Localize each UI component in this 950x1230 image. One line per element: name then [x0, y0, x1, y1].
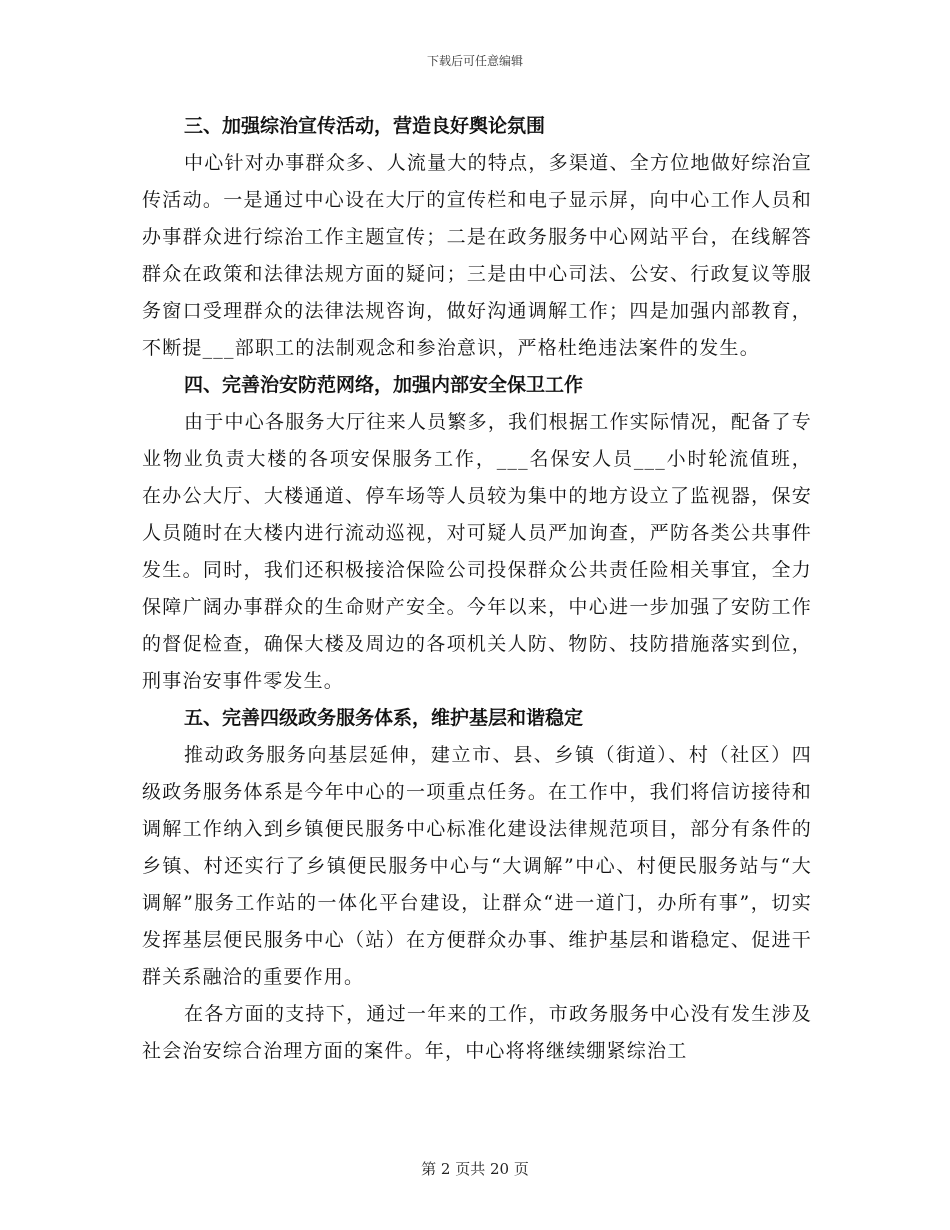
paragraph: 推动政务服务向基层延伸，建立市、县、乡镇（街道）、村（社区）四级政务服务体系是今年中心的一项重点任务。在工作中，我们将信访接待和调解工作纳入到乡镇便民服务中心标准化建设法律规范项目，部分有条件的乡镇、村还实行了乡镇便民服务中心与“大调解”中心、村便民服务站与“大调解”服务工作站的一体化平台建设，让群众“进一道门，办所有事”，切实发挥基层便民服务中心（站）在方便群众办事、维护基层和谐稳定、促进干群关系融洽的重要作用。	[142, 744, 812, 988]
section-heading: 五、完善四级政务服务体系，维护基层和谐稳定	[184, 707, 584, 729]
section-5	[142, 700, 812, 1070]
section-heading: 三、加强综治宣传活动，营造良好舆论氛围	[184, 115, 546, 137]
paragraph: 由于中心各服务大厅往来人员繁多，我们根据工作实际情况，配备了专业物业负责大楼的各项安保服务工作，___名保安人员___小时轮流值班，在办公大厅、大楼通道、停车场等人员较为集中的地方设立了监视器，保安人员随时在大楼内进行流动巡视，对可疑人员严加询查，严防各类公共事件发生。同时，我们还积极接洽保险公司投保群众公共责任险相关事宜，全力保障广阔办事群众的生命财产安全。今年以来，中心进一步加强了安防工作的督促检查，确保大楼及周边的各项机关人防、物防、技防措施落实到位，刑事治安事件零发生。	[142, 411, 812, 692]
section-3	[142, 108, 812, 367]
paragraph: 在各方面的支持下，通过一年来的工作，市政务服务中心没有发生涉及社会治安综合治理方面的案件。年，中心将将继续绷紧综治工	[142, 1003, 812, 1062]
paragraph: 中心针对办事群众多、人流量大的特点，多渠道、全方位地做好综治宣传活动。一是通过中心设在大厅的宣传栏和电子显示屏，向中心工作人员和办事群众进行综治工作主题宣传；二是在政务服务中心网站平台，在线解答群众在政策和法律法规方面的疑问；三是由中心司法、公安、行政复议等服务窗口受理群众的法律法规咨询，做好沟通调解工作；四是加强内部教育，不断提___部职工的法制观念和参治意识，严格杜绝违法案件的发生。	[142, 152, 812, 359]
page-header: 下载后可任意编辑	[426, 54, 523, 68]
section-heading: 四、完善治安防范网络，加强内部安全保卫工作	[184, 374, 584, 396]
page-footer: 第 2 页共 20 页	[421, 1160, 529, 1178]
section-4	[142, 367, 812, 700]
document-body	[142, 108, 812, 1070]
